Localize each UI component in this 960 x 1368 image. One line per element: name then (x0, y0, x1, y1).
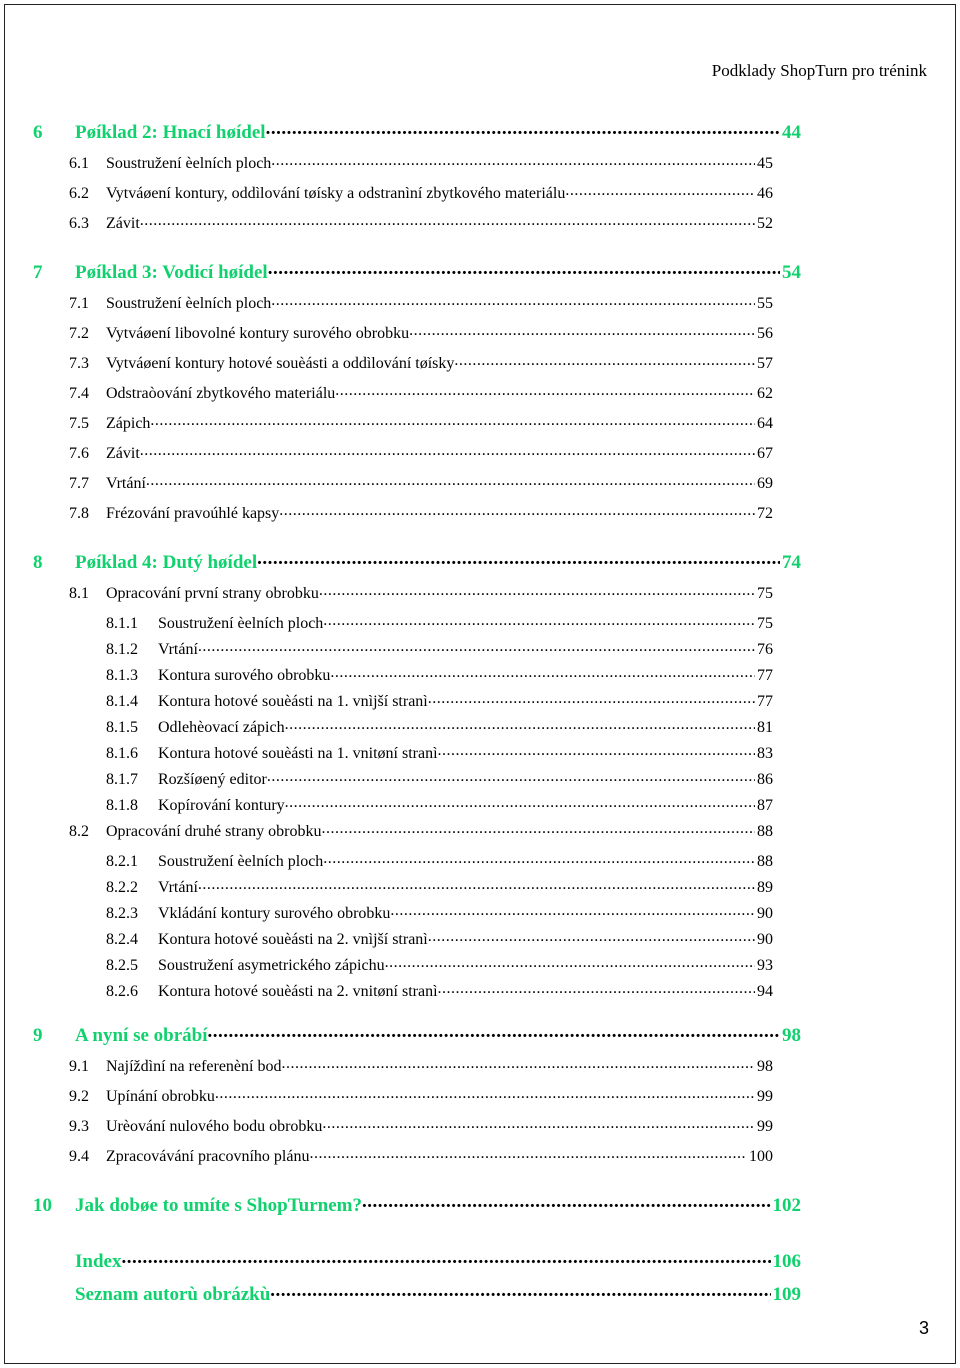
toc-leader-dots (319, 582, 755, 598)
toc-entry-title: Urèování nulového bodu obrobku (106, 1118, 323, 1135)
toc-entry[interactable] (69, 182, 773, 203)
toc-entry-page: 54 (782, 262, 801, 283)
toc-entry-title: Kontura hotové souèásti na 1. vnitøní stranì (158, 745, 438, 762)
toc-leader-dots (323, 850, 755, 866)
toc-entry-title: Upínání obrobku (106, 1088, 215, 1105)
toc-entry-title: Zápich (106, 415, 151, 432)
toc-entry[interactable] (106, 794, 773, 815)
toc-leader-dots (281, 1055, 755, 1071)
toc-entry[interactable] (33, 119, 801, 144)
toc-entry[interactable] (106, 928, 773, 949)
toc-entry[interactable] (106, 980, 773, 1001)
toc-entry-page: 77 (757, 693, 773, 710)
toc-entry-page: 75 (757, 585, 773, 602)
toc-entry-number: 8 (33, 552, 43, 573)
toc-entry-page: 62 (757, 385, 773, 402)
toc-entry-page: 56 (757, 325, 773, 342)
toc-entry[interactable] (69, 352, 773, 373)
toc-leader-dots (428, 690, 755, 706)
toc-entry-title: Kontura hotové souèásti na 2. vnìjší stranì (158, 931, 428, 948)
toc-leader-dots (257, 549, 780, 568)
toc-entry-page: 76 (757, 641, 773, 658)
toc-entry-number: 7.6 (69, 445, 89, 462)
toc-leader-dots (335, 382, 755, 398)
toc-leader-dots (309, 1145, 747, 1161)
toc-leader-dots (323, 612, 755, 628)
toc-entry-number: 10 (33, 1195, 52, 1216)
toc-entry-page: 46 (757, 185, 773, 202)
toc-entry-page: 98 (757, 1058, 773, 1075)
toc-entry-page: 75 (757, 615, 773, 632)
toc-entry-title: Odstraòování zbytkového materiálu (106, 385, 336, 402)
toc-entry-number: 8.1.2 (106, 641, 138, 658)
toc-entry-number: 8.1.8 (106, 797, 138, 814)
toc-leader-dots (146, 472, 755, 488)
toc-leader-dots (322, 1115, 755, 1131)
toc-leader-dots (279, 502, 755, 518)
toc-entry-number: 8.1.5 (106, 719, 138, 736)
toc-entry-number: 8.2.6 (106, 983, 138, 1000)
toc-entry-number: 9.2 (69, 1088, 89, 1105)
toc-entry-page: 94 (757, 983, 773, 1000)
toc-entry[interactable] (106, 716, 773, 737)
toc-entry-title: Seznam autorù obrázkù (75, 1284, 271, 1305)
toc-entry-number: 7.8 (69, 505, 89, 522)
toc-entry-number: 8.1.7 (106, 771, 138, 788)
toc-entry[interactable] (69, 472, 773, 493)
toc-leader-dots (285, 716, 755, 732)
toc-entry[interactable] (33, 1248, 801, 1273)
toc-entry[interactable] (33, 1281, 801, 1306)
toc-entry-page: 81 (757, 719, 773, 736)
toc-leader-dots (270, 1281, 770, 1300)
toc-entry[interactable] (69, 442, 773, 463)
toc-entry-number: 7 (33, 262, 43, 283)
toc-entry-title: Pøíklad 2: Hnací høídel (75, 122, 266, 143)
toc-entry[interactable] (106, 742, 773, 763)
toc-leader-dots (208, 1022, 780, 1041)
toc-entry-number: 6 (33, 122, 43, 143)
toc-entry-page: 69 (757, 475, 773, 492)
toc-entry-number: 6.2 (69, 185, 89, 202)
toc-entry[interactable] (106, 664, 773, 685)
toc-entry-title: Jak dobøe to umíte s ShopTurnem? (75, 1195, 362, 1216)
toc-entry-page: 98 (782, 1025, 801, 1046)
toc-entry-title: Najíždìní na referenèní bod (106, 1058, 282, 1075)
toc-entry[interactable] (69, 1115, 773, 1136)
toc-entry-number: 7.5 (69, 415, 89, 432)
toc-leader-dots (454, 352, 755, 368)
toc-entry[interactable] (69, 212, 773, 233)
toc-entry-page: 90 (757, 905, 773, 922)
toc-entry[interactable] (69, 1145, 773, 1166)
toc-entry-page: 83 (757, 745, 773, 762)
toc-leader-dots (271, 152, 755, 168)
toc-entry[interactable] (69, 412, 773, 433)
toc-entry-title: Odlehèovací zápich (158, 719, 285, 736)
toc-entry-number: 8.2.3 (106, 905, 138, 922)
toc-leader-dots (285, 794, 755, 810)
toc-leader-dots (140, 442, 755, 458)
toc-entry[interactable] (69, 152, 773, 173)
toc-entry-page: 88 (757, 823, 773, 840)
toc-entry-title: Pøíklad 3: Vodicí høídel (75, 262, 268, 283)
toc-entry-title: Soustružení èelních ploch (158, 615, 324, 632)
toc-entry-title: A nyní se obrábí (75, 1025, 208, 1046)
toc-entry[interactable] (69, 820, 773, 841)
toc-entry-page: 102 (772, 1195, 801, 1216)
toc-entry[interactable] (69, 582, 773, 603)
toc-entry-page: 88 (757, 853, 773, 870)
toc-entry-title: Kontura hotové souèásti na 1. vnìjší stranì (158, 693, 428, 710)
toc-entry-page: 72 (757, 505, 773, 522)
toc-entry-number: 7.3 (69, 355, 89, 372)
toc-entry-page: 109 (772, 1284, 801, 1305)
toc-entry-title: Frézování pravoúhlé kapsy (106, 505, 280, 522)
toc-entry[interactable] (69, 382, 773, 403)
toc-entry-number: 7.1 (69, 295, 89, 312)
toc-entry[interactable] (106, 876, 773, 897)
toc-entry-title: Soustružení asymetrického zápichu (158, 957, 385, 974)
toc-entry-title: Vrtání (158, 879, 198, 896)
toc-leader-dots (438, 980, 755, 996)
toc-leader-dots (140, 212, 755, 228)
toc-leader-dots (268, 259, 780, 278)
toc-entry[interactable] (106, 850, 773, 871)
toc-entry[interactable] (69, 1085, 773, 1106)
toc-entry-title: Rozšíøený editor (158, 771, 267, 788)
toc-entry[interactable] (106, 954, 773, 975)
toc-entry-title: Kopírování kontury (158, 797, 285, 814)
toc-entry[interactable] (33, 1022, 801, 1047)
toc-entry-page: 64 (757, 415, 773, 432)
toc-leader-dots (322, 820, 756, 836)
toc-entry-page: 89 (757, 879, 773, 896)
page-number: 3 (918, 1318, 929, 1338)
toc-entry-title: Opracování první strany obrobku (106, 585, 319, 602)
toc-entry[interactable] (106, 638, 773, 659)
toc-entry-number: 9 (33, 1025, 43, 1046)
toc-leader-dots (390, 902, 755, 918)
toc-leader-dots (266, 119, 780, 138)
toc-entry-title: Zpracovávání pracovního plánu (106, 1148, 310, 1165)
toc-entry-number: 8.2.4 (106, 931, 138, 948)
toc-leader-dots (215, 1085, 755, 1101)
toc-entry-title: Soustružení èelních ploch (158, 853, 324, 870)
toc-entry[interactable] (69, 322, 773, 343)
toc-entry-page: 87 (757, 797, 773, 814)
toc-entry-title: Závit (106, 215, 140, 232)
toc-entry-number: 7.4 (69, 385, 89, 402)
toc-entry-number: 8.2.2 (106, 879, 138, 896)
toc-leader-dots (330, 664, 755, 680)
toc-entry-page: 100 (749, 1148, 773, 1165)
toc-entry-title: Závit (106, 445, 140, 462)
toc-entry[interactable] (33, 259, 801, 284)
toc-entry-page: 106 (772, 1251, 801, 1272)
toc-entry-number: 8.1.3 (106, 667, 138, 684)
running-header: Podklady ShopTurn pro trénink (711, 61, 927, 80)
toc-leader-dots (150, 412, 755, 428)
toc-entry[interactable] (69, 292, 773, 313)
toc-leader-dots (271, 292, 755, 308)
toc-entry-page: 52 (757, 215, 773, 232)
toc-entry-page: 44 (782, 122, 801, 143)
toc-leader-dots (362, 1192, 771, 1211)
toc-entry-title: Opracování druhé strany obrobku (106, 823, 322, 840)
toc-entry-title: Vkládání kontury surového obrobku (158, 905, 391, 922)
toc-entry-number: 8.2.5 (106, 957, 138, 974)
toc-entry-title: Vrtání (158, 641, 198, 658)
toc-entry-number: 8.2 (69, 823, 89, 840)
toc-entry-title: Vytváøení libovolné kontury surového obrobku (106, 325, 410, 342)
toc-entry-page: 77 (757, 667, 773, 684)
toc-entry[interactable] (106, 768, 773, 789)
toc-entry[interactable] (106, 690, 773, 711)
toc-entry[interactable] (106, 902, 773, 923)
toc-entry-page: 55 (757, 295, 773, 312)
toc-entry-page: 74 (782, 552, 801, 573)
toc-leader-dots (428, 928, 755, 944)
toc-entry-page: 90 (757, 931, 773, 948)
toc-entry-title: Vrtání (106, 475, 146, 492)
toc-entry-title: Kontura hotové souèásti na 2. vnitøní stranì (158, 983, 438, 1000)
toc-entry-page: 57 (757, 355, 773, 372)
toc-entry-title: Soustružení èelních ploch (106, 155, 272, 172)
toc-entry-title: Kontura surového obrobku (158, 667, 331, 684)
toc-entry-number: 8.2.1 (106, 853, 138, 870)
toc-entry-title: Soustružení èelních ploch (106, 295, 272, 312)
toc-leader-dots (121, 1248, 770, 1267)
toc-entry-number: 8.1.6 (106, 745, 138, 762)
toc-entry-page: 67 (757, 445, 773, 462)
toc-entry[interactable] (106, 612, 773, 633)
toc-entry-title: Vytváøení kontury, oddìlování tøísky a odstranìní zbytkového materiálu (106, 185, 566, 202)
toc-leader-dots (385, 954, 755, 970)
toc-entry-number: 9.3 (69, 1118, 89, 1135)
toc-entry-number: 7.2 (69, 325, 89, 342)
toc-entry-page: 99 (757, 1118, 773, 1135)
toc-entry-title: Vytváøení kontury hotové souèásti a oddìlování tøísky (106, 355, 455, 372)
toc-entry-number: 8.1.1 (106, 615, 138, 632)
toc-leader-dots (198, 638, 755, 654)
toc-entry-number: 9.4 (69, 1148, 89, 1165)
toc-entry-number: 8.1 (69, 585, 89, 602)
toc-entry[interactable] (69, 502, 773, 523)
toc-leader-dots (438, 742, 755, 758)
toc-leader-dots (565, 182, 755, 198)
toc-entry[interactable] (33, 549, 801, 574)
toc-leader-dots (198, 876, 755, 892)
document-page (4, 4, 956, 1364)
toc-entry-page: 93 (757, 957, 773, 974)
toc-entry-title: Pøíklad 4: Dutý høídel (75, 552, 258, 573)
toc-entry-number: 7.7 (69, 475, 89, 492)
toc-entry-page: 86 (757, 771, 773, 788)
toc-entry-number: 8.1.4 (106, 693, 138, 710)
toc-entry-number: 9.1 (69, 1058, 89, 1075)
toc-entry-page: 45 (757, 155, 773, 172)
toc-entry[interactable] (33, 1192, 801, 1217)
toc-entry-number: 6.3 (69, 215, 89, 232)
toc-leader-dots (409, 322, 755, 338)
toc-entry-number: 6.1 (69, 155, 89, 172)
toc-entry-title: Index (75, 1251, 122, 1272)
toc-entry[interactable] (69, 1055, 773, 1076)
toc-leader-dots (267, 768, 755, 784)
toc-entry-page: 99 (757, 1088, 773, 1105)
